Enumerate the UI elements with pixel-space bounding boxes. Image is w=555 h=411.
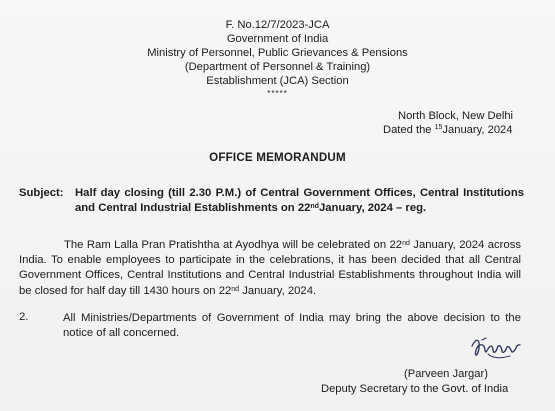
- subject-superscript: nd: [310, 203, 319, 210]
- section-line: Establishment (JCA) Section: [206, 75, 349, 87]
- date-line: [383, 123, 513, 137]
- para1-part-b: January, 2024 across India. To enable employees to participate in the celebrations, it has been decided that all Central Government Offices, Central Institutions and Central Industrial Establishments throughout India will be closed for half day till 1430 hours on 22: [19, 239, 522, 297]
- ministry-line: Ministry of Personnel, Public Grievances & Pensions: [147, 47, 408, 59]
- paragraph-2-text: All Ministries/Departments of Government of India may bring the above decision to the notice of all concerned.: [63, 312, 521, 340]
- date-prefix: Dated the: [383, 124, 435, 136]
- stars-divider: *****: [267, 89, 288, 98]
- subject-text-part-a: Half day closing (till 2.30 P.M.) of Central Government Offices, Central Institutions and Central Industrial Establishments on 22: [75, 187, 524, 214]
- paragraph-2: [63, 311, 521, 341]
- date-suffix: January, 2024: [442, 124, 513, 136]
- subject-label: Subject:: [19, 187, 64, 199]
- subject-block: [19, 186, 524, 216]
- para1-part-c: January, 2024.: [239, 284, 317, 297]
- para1-superscript-2: nd: [231, 285, 240, 293]
- handwritten-signature: [470, 332, 522, 364]
- signatory-designation: Deputy Secretary to the Govt. of India: [321, 383, 509, 395]
- paragraph-1: [19, 238, 521, 299]
- place-line: North Block, New Delhi: [398, 110, 514, 122]
- government-line: Government of India: [226, 33, 329, 45]
- subject-text: [75, 186, 524, 216]
- department-line: (Department of Personnel & Training): [184, 61, 371, 73]
- memo-title: OFFICE MEMORANDUM: [209, 151, 346, 164]
- signatory-name: (Parveen Jargar): [404, 368, 488, 380]
- file-number: F. No.12/7/2023-JCA: [225, 19, 330, 31]
- date-day: 15: [434, 124, 443, 131]
- paragraph-2-number: 2.: [19, 311, 29, 323]
- subject-text-part-b: January, 2024 – reg.: [318, 202, 427, 214]
- para1-part-a: The Ram Lalla Pran Pratishtha at Ayodhya will be celebrated on 22: [64, 239, 403, 251]
- para1-superscript-1: nd: [402, 240, 410, 247]
